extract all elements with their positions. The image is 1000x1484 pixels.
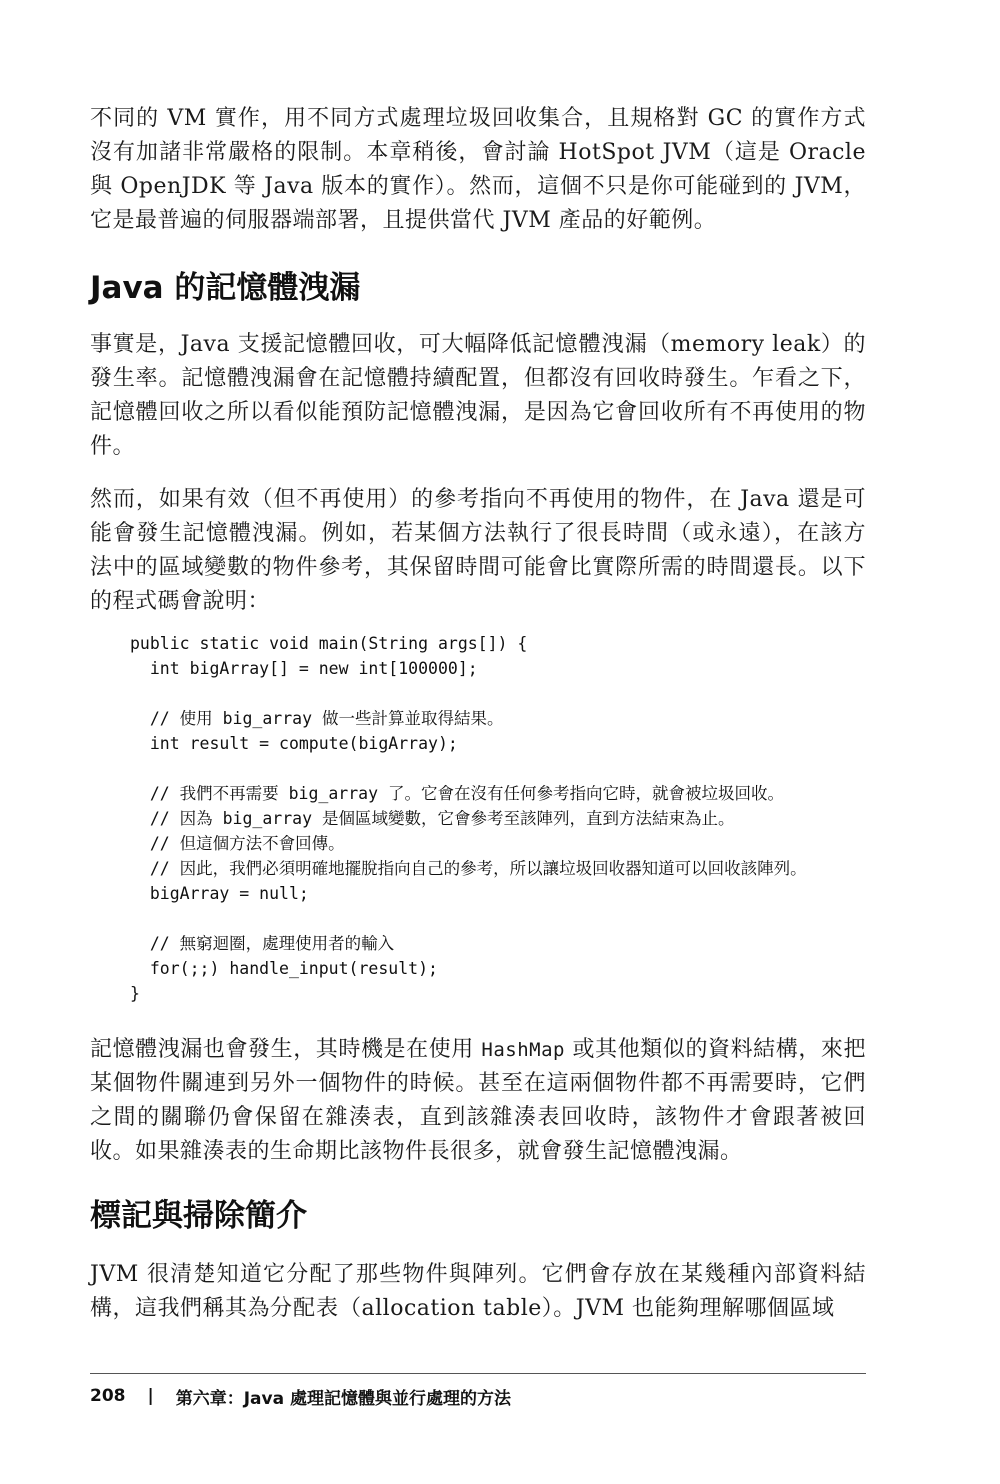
- text-run: 記憶體洩漏也會發生，其時機是在使用: [90, 1037, 482, 1062]
- code-line: int result = compute(bigArray);: [130, 734, 458, 753]
- paragraph-text: [90, 1258, 866, 1326]
- footer-separator: |: [147, 1386, 154, 1406]
- section-title: Java 的記憶體洩漏: [90, 270, 361, 306]
- text-run: （allocation table）。JVM 也能夠理解哪個區域: [339, 1296, 835, 1321]
- code-line: // 使用 big_array 做一些計算並取得結果。: [130, 709, 504, 728]
- code-line: // 但這個方法不會回傳。: [130, 834, 345, 853]
- section-heading-memory-leak: [90, 268, 866, 308]
- emphasized-term: 記憶體洩漏: [532, 332, 648, 357]
- paragraph-hashmap-leak: [90, 1033, 866, 1169]
- code-line: public static void main(String args[]) {: [130, 634, 528, 653]
- text-run: 事實是，Java 支援記憶體回收，可大幅降低: [90, 332, 533, 357]
- section-title: 標記與掃除簡介: [90, 1198, 307, 1234]
- text-run: （memory leak）的發生率。記憶體洩漏會在記憶體持續配置，但都沒有回收時發生。乍看之下，記憶體回收之所以看似能預防記憶體洩漏，是因為它會回收所有不再使用的物件。: [90, 332, 866, 459]
- paragraph-leak-example: [90, 483, 866, 619]
- text-run: JVM 很清楚知道它分配了那些物件與陣列。它們會存放在某幾種內部資料結構，這我們稱其為: [90, 1262, 866, 1321]
- section-heading-mark-sweep: [90, 1196, 866, 1236]
- code-line: // 因為 big_array 是個區域變數，它會參考至該陣列，直到方法結束為止。: [130, 809, 735, 828]
- code-line: [130, 681, 890, 706]
- paragraph-allocation-table: [90, 1258, 866, 1326]
- paragraph-memory-leak-intro: [90, 328, 866, 464]
- page-number: 208: [90, 1386, 126, 1406]
- paragraph-vm-implementations: [90, 102, 866, 238]
- code-line: // 我們不再需要 big_array 了。它會在沒有任何參考指向它時，就會被垃圾回收。: [130, 784, 784, 803]
- inline-code: HashMap: [481, 1039, 565, 1061]
- code-line: // 因此，我們必須明確地擺脫指向自己的參考，所以讓垃圾回收器知道可以回收該陣列。: [130, 859, 807, 878]
- code-line: [130, 906, 890, 931]
- page-footer: [90, 1382, 511, 1410]
- text-run: 或其他類似的資料結構，來把某個物件關連到另外一個物件的時候。甚至在這兩個物件都不再需要時，它們之間的關聯仍會保留在雜湊表，直到該雜湊表回收時，該物件才會跟著被回收。如果雜湊表的生命期比該物件長很多，就會發生記憶體洩漏。: [90, 1037, 866, 1164]
- footer-divider: [90, 1373, 866, 1374]
- paragraph-text: 然而，如果有效（但不再使用）的參考指向不再使用的物件，在 Java 還是可能會發生記憶體洩漏。例如，若某個方法執行了很長時間（或永遠），在該方法中的區域變數的物件參考，其保留時間可能會比實際所需的時間還長。以下的程式碼會說明：: [90, 487, 866, 614]
- code-line: bigArray = null;: [130, 884, 309, 903]
- paragraph-text: [90, 328, 866, 464]
- code-line: }: [130, 984, 140, 1003]
- paragraph-text: [90, 1033, 866, 1169]
- chapter-title: 第六章：Java 處理記憶體與並行處理的方法: [175, 1388, 511, 1409]
- code-line: int bigArray[] = new int[100000];: [130, 659, 478, 678]
- paragraph-text: 不同的 VM 實作，用不同方式處理垃圾回收集合，且規格對 GC 的實作方式沒有加諸非常嚴格的限制。本章稍後，會討論 HotSpot JVM（這是 Oracle 與 OpenJDK 等 Java 版本的實作）。然而，這個不只是你可能碰到的 JVM，它是最普遍的伺服器端部署，且提供當代 JVM 產品的好範例。: [90, 106, 866, 233]
- emphasized-term: 分配表: [270, 1296, 340, 1321]
- code-listing: [130, 631, 890, 1006]
- code-line: // 無窮迴圈，處理使用者的輸入: [130, 934, 395, 953]
- code-line: for(;;) handle_input(result);: [130, 959, 438, 978]
- code-line: [130, 756, 890, 781]
